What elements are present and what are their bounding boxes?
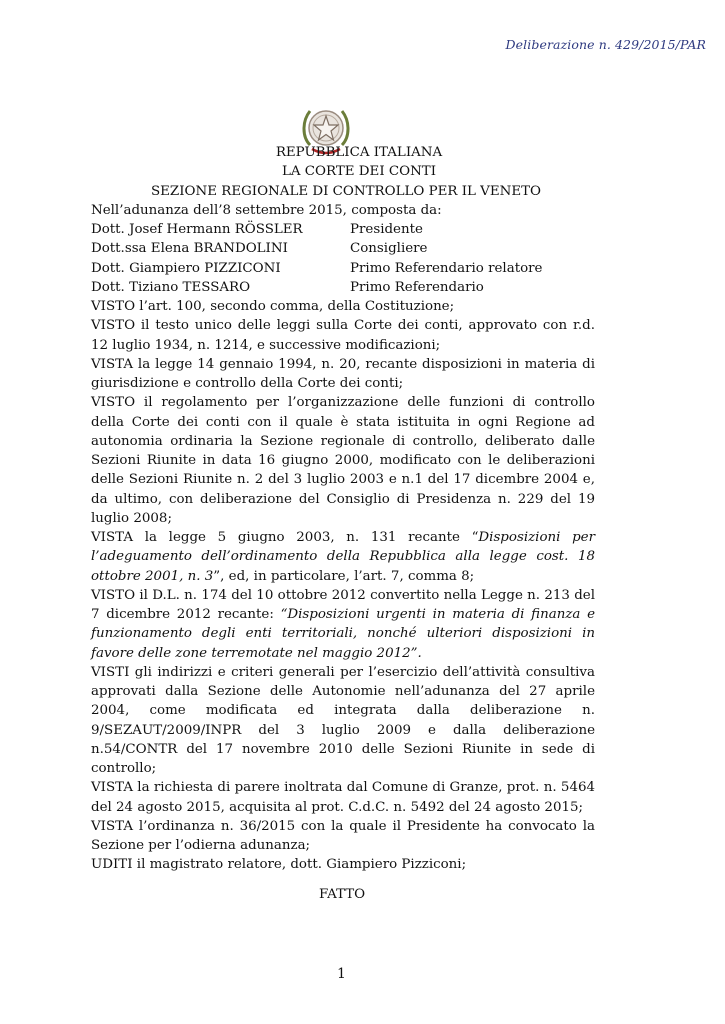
paragraph-ordinanza: VISTA l’ordinanza n. 36/2015 con la quale il Presidente ha convocato la Sezione per l’odierna adunanza;: [91, 818, 595, 853]
paragraph-testo-unico: VISTO il testo unico delle leggi sulla Corte dei conti, approvato con r.d. 12 luglio 1934, n. 1214, e successive modificazioni;: [91, 318, 595, 353]
title-line-2: LA CORTE DEI CONTI: [281, 164, 437, 180]
paragraph-dl-174: [91, 586, 595, 663]
deliberation-reference: Deliberazione n. 429/2015/PAR: [505, 37, 706, 52]
paragraph-regolamento: VISTO il regolamento per l’organizzazione delle funzioni di controllo della Corte dei conti con il quale è stata istituita in ogni Regione ad autonomia ordinaria la Sezione regionale di controllo, deliberato dalle Sezioni Riunite in data 16 giugno 2000, modificato con le deliberazioni delle Sezioni Riunite n. 2 del 3 luglio 2003 e n.1 del 17 dicembre 2004 e, da ultimo, con deliberazione del Consiglio di Presidenza n. 229 del 19 luglio 2008;: [91, 395, 595, 526]
panel-member: [91, 278, 595, 297]
panel-member: [91, 239, 595, 258]
paragraph-text: VISTA la legge 5 giugno 2003, n. 131 recante “: [91, 530, 479, 545]
member-role: Primo Referendario relatore: [350, 260, 543, 276]
session-intro: Nell’adunanza dell’8 settembre 2015, composta da:: [91, 202, 442, 218]
paragraph-uditi: UDITI il magistrato relatore, dott. Giampiero Pizziconi;: [91, 857, 467, 873]
title-line-3: SEZIONE REGIONALE DI CONTROLLO PER IL VENETO: [150, 183, 542, 199]
paragraph-legge-1994: VISTA la legge 14 gennaio 1994, n. 20, recante disposizioni in materia di giurisdizione e controllo della Corte dei conti;: [91, 356, 595, 391]
member-name: Dott.ssa Elena BRANDOLINI: [91, 241, 288, 257]
title-line-1: REPUBBLICA ITALIANA: [275, 145, 443, 160]
paragraph-legge-2003: [91, 528, 595, 586]
paragraph-constitution: VISTO l’art. 100, secondo comma, della Costituzione;: [91, 299, 455, 314]
law-title-italic: Disposizioni per l’adeguamento dell’ordinamento della Repubblica alla legge cost. 18 ottobre 2001, n. 3: [91, 530, 595, 584]
document-body: [91, 143, 595, 875]
section-heading-fatto: FATTO: [319, 887, 366, 902]
member-role: Consigliere: [350, 241, 428, 257]
member-name: Dott. Josef Hermann RÖSSLER: [91, 222, 303, 237]
member-role: Primo Referendario: [350, 279, 484, 295]
paragraph-richiesta: VISTA la richiesta di parere inoltrata dal Comune di Granze, prot. n. 5464 del 24 agosto 2015, acquisita al prot. C.d.C. n. 5492 del 24 agosto 2015;: [91, 780, 595, 815]
panel-member: [91, 259, 595, 278]
member-name: Dott. Giampiero PIZZICONI: [91, 260, 281, 276]
member-role: Presidente: [350, 222, 423, 237]
panel-member: [91, 220, 595, 239]
law-title-italic: “Disposizioni urgenti in materia di finanza e funzionamento degli enti territoriali, nonché ulteriori disposizioni in favore delle zone terremotate nel maggio 2012”.: [91, 607, 595, 661]
paragraph-indirizzi: VISTI gli indirizzi e criteri generali per l’esercizio dell’attività consultiva approvati dalla Sezione delle Autonomie nell’adunanza del 27 aprile 2004, come modificata ed integrata dalla deliberazione n. 9/SEZAUT/2009/INPR del 3 luglio 2009 e dalla deliberazione n.54/CONTR del 17 novembre 2010 delle Sezioni Riunite in sede di controllo;: [91, 664, 595, 776]
page-number: 1: [337, 966, 346, 982]
paragraph-text: ”, ed, in particolare, l’art. 7, comma 8;: [213, 568, 475, 584]
member-name: Dott. Tiziano TESSARO: [91, 279, 251, 295]
paragraph-text: VISTO il D.L. n. 174 del 10 ottobre 2012 convertito nella Legge n. 213 del 7 dicembre 2012 recante:: [91, 587, 595, 622]
